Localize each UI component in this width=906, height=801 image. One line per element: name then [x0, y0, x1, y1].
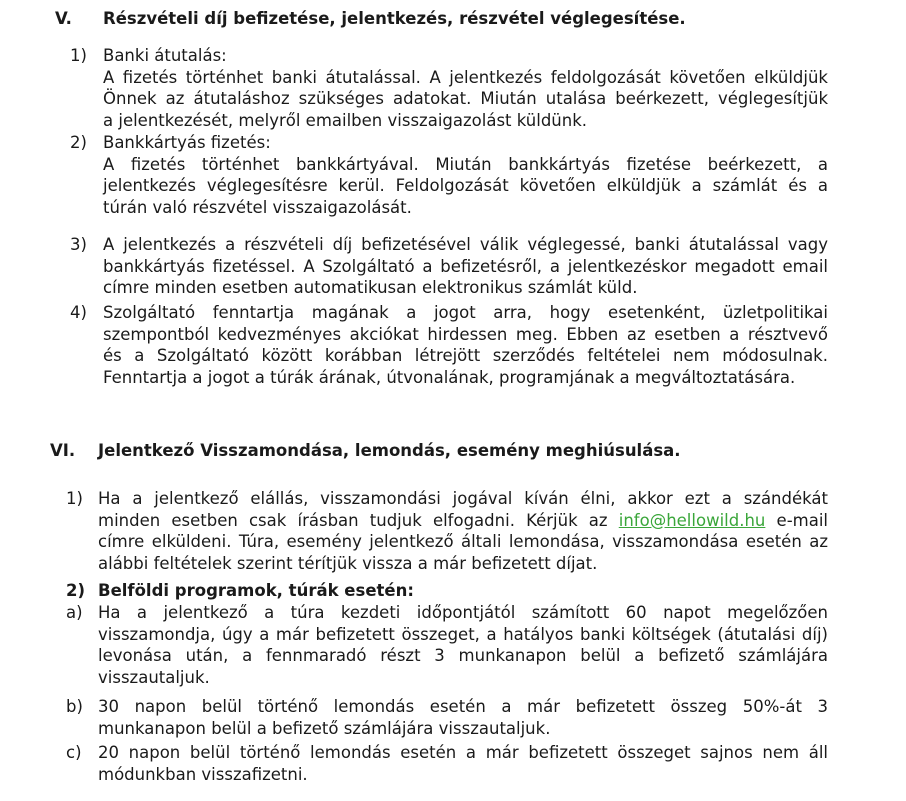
item-line: 20 napon belül történő lemondás esetén a már befizetett összeget sajnos nem áll — [98, 743, 828, 762]
item-line: Fenntartja a jogot a túrák árának, útvonalának, programjának a megváltoztatására. — [103, 367, 796, 387]
section-v-number: V. — [55, 9, 72, 28]
item-heading: Banki átutalás: — [103, 46, 227, 65]
item-line: A fizetés történhet banki átutalással. A jelentkezés feldolgozását követően elküldjük — [103, 67, 828, 87]
email-link[interactable]: info@hellowild.hu — [618, 510, 766, 530]
section-v-title: Részvételi díj befizetése, jelentkezés, részvétel véglegesítése. — [103, 9, 686, 28]
item-line: bankkártyás fizetéssel. A Szolgáltató a befizetésről, a jelentkezéskor megadott email — [103, 256, 828, 276]
item-line: A fizetés történhet bankkártyával. Miután bankkártyás fizetése beérkezett, a — [103, 154, 828, 174]
section-vi-title: Jelentkező Visszamondása, lemondás, esemény meghiúsulása. — [98, 441, 681, 460]
item-marker: 3) — [70, 235, 87, 254]
section-v-item-2 — [70, 132, 830, 218]
item-line: Ha a jelentkező a túra kezdeti időpontjától számított 60 napot megelőzően — [98, 603, 828, 622]
section-v-item-3 — [70, 234, 830, 299]
item-line: 30 napon belül történő lemondás esetén a már befizetett összeg 50%-át 3 — [98, 697, 828, 716]
item-line: levonása után, a fennmaradó részt 3 munkanapon belül a befizető számlájára — [98, 646, 828, 665]
item-marker: 4) — [70, 303, 87, 322]
item-line: jelentkezés véglegesítésre kerül. Feldolgozását követően elküldjük a számlát és a — [103, 176, 828, 195]
item-line: címre elküldeni. Túra, esemény jelentkező általi lemondása, visszamondása esetén az — [98, 532, 828, 551]
item-marker: b) — [66, 697, 83, 716]
item-subheading: Belföldi programok, túrák esetén: — [98, 581, 414, 600]
item-heading: Bankkártyás fizetés: — [103, 133, 271, 152]
item-line: Önnek az átutaláshoz szükséges adatokat. Miután utalása beérkezett, véglegesítjük — [103, 89, 828, 108]
section-vi-item-2 — [66, 580, 830, 602]
item-line-with-email — [98, 510, 828, 532]
item-line: módunkban visszafizetni. — [98, 764, 308, 784]
item-line: szempontból kedvezményes akciókat hirdessen meg. Ebben az esetben a résztvevő — [103, 324, 828, 344]
item-line: a jelentkezését, melyről emailben visszaigazolást küldünk. — [103, 110, 588, 130]
item-marker: 2) — [70, 133, 87, 152]
item-line: túrán való részvétel visszaigazolását. — [103, 197, 412, 217]
item-marker: 1) — [66, 489, 83, 508]
item-line: alábbi feltételek szerint térítjük vissza a már befizetett díjat. — [98, 553, 598, 573]
item-line: és a Szolgáltató között korábban létrejött szerződés feltételei nem módosulnak. — [103, 346, 828, 365]
section-vi-sub-item-c — [66, 742, 830, 786]
item-marker: 2) — [66, 581, 86, 600]
section-vi-sub-item-b — [66, 696, 830, 740]
item-line-text: minden esetben csak írásban tudjuk elfogadni. Kérjük az — [98, 510, 619, 530]
section-v-item-4 — [70, 302, 830, 390]
section-vi-sub-item-a — [66, 602, 830, 690]
item-line: visszamondja, úgy a már befizetett összeget, a hatályos banki költségek (átutalási díj) — [98, 624, 828, 644]
item-line: munkanapon belül a befizető számlájára visszautaljuk. — [98, 718, 551, 738]
item-marker: 1) — [70, 46, 87, 65]
item-line: címre minden esetben automatikusan elektronikus számlát küld. — [103, 278, 638, 297]
item-line: visszautaljuk. — [98, 667, 210, 687]
item-line: Szolgáltató fenntartja magának a jogot arra, hogy esetenként, üzletpolitikai — [103, 303, 828, 322]
section-vi-number: VI. — [50, 441, 76, 460]
item-marker: c) — [66, 743, 82, 762]
section-vi-item-1 — [66, 488, 830, 576]
item-line: A jelentkezés a részvételi díj befizetésével válik véglegessé, banki átutalással vagy — [103, 235, 828, 254]
item-line-text: e-mail — [765, 510, 829, 530]
item-marker: a) — [66, 603, 83, 622]
item-line: Ha a jelentkező elállás, visszamondási jogával kíván élni, akkor ezt a szándékát — [98, 489, 828, 508]
section-v-item-1 — [70, 45, 830, 131]
